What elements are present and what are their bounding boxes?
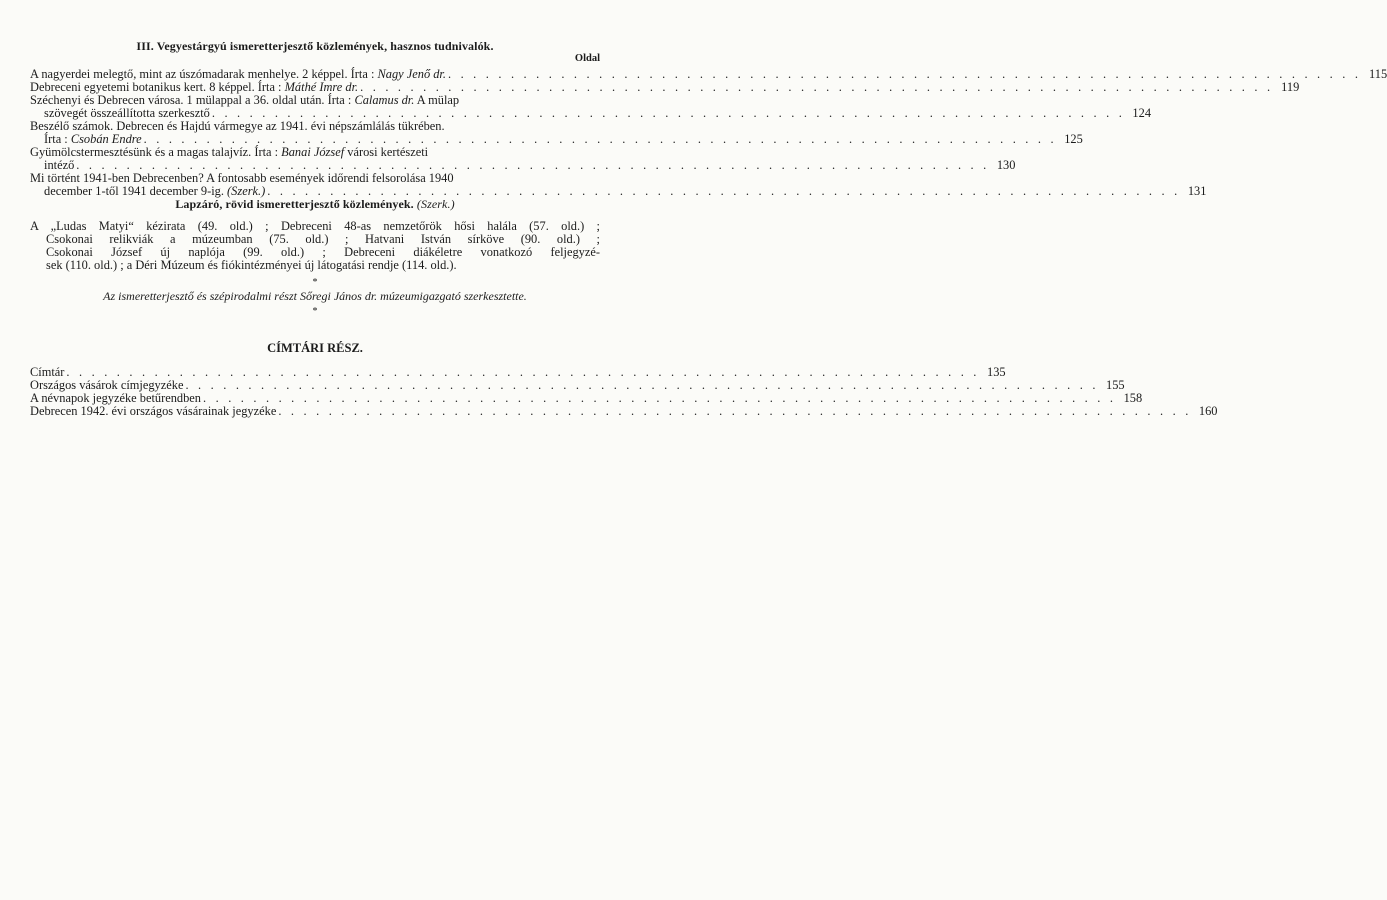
page-column-header: Oldal xyxy=(574,53,600,64)
entry-author: Nagy Jenő dr. xyxy=(377,67,446,81)
entry-text: Országos vásárok címjegyzéke xyxy=(30,378,184,392)
dot-leader: . . . . . . . . . . . . . . . . . . . . . . . . . . . . . . . . . . . . . . . . . . . . . . . . . . . . . . . . . . . . . . . . . . . . . . . . . xyxy=(447,67,1362,81)
dot-leader: . . . . . . . . . . . . . . . . . . . . . . . . . . . . . . . . . . . . . . . . . . . . . . . . . . . . . . . . . . . . . . . . . . . . . . . . . xyxy=(267,184,1181,198)
toc-entry xyxy=(30,404,1218,418)
lapzaro-line: Csokonai relikviák a múzeumban (75. old.) ; Hatvani István sírköve (90. old.) ; xyxy=(46,232,600,246)
dot-leader: . . . . . . . . . . . . . . . . . . . . . . . . . . . . . . . . . . . . . . . . . . . . . . . . . . . . . . . . . . . . . . . . . . . . . . . . . xyxy=(66,365,980,379)
lapzaro-line: Csokonai József új naplója (99. old.) ; Debreceni diákéletre vonatkozó feljegyzé- xyxy=(46,245,600,259)
dot-leader: . . . . . . . . . . . . . . . . . . . . . . . . . . . . . . . . . . . . . . . . . . . . . . . . . . . . . . . . . . . . . . . . . . . . . . . . . xyxy=(360,80,1274,94)
cimtar-title: CÍMTÁRI RÉSZ. xyxy=(267,341,363,355)
lapzaro-line: A „Ludas Matyi“ kézirata (49. old.) ; Debreceni 48-as nemzetőrök hősi halála (57. old.) ; xyxy=(30,219,600,233)
entry-page: 125 xyxy=(1064,132,1083,146)
section-3-list xyxy=(30,67,1387,198)
editor-credit: Az ismeretterjesztő és szépirodalmi részt Sőregi János dr. múzeumigazgató szerkesztette. xyxy=(103,289,527,303)
entry-page: 130 xyxy=(996,158,1016,172)
lapzaro-title: Lapzáró, rövid ismeretterjesztő közlemények. (Szerk.) xyxy=(175,197,455,211)
entry-text: Írta : xyxy=(44,132,71,146)
entry-first-line: Gyümölcstermesztésünk és a magas talajvíz. Írta : Banai József városi kertészeti xyxy=(30,145,429,159)
entry-page: 131 xyxy=(1187,184,1207,198)
entry-text: Debreceni egyetemi botanikus kert. 8 képpel. Írta : xyxy=(30,80,285,94)
entry-text: december 1-től 1941 december 9-ig. xyxy=(44,184,228,198)
entry-page: 158 xyxy=(1123,391,1143,405)
entry-text: intéző xyxy=(44,158,75,172)
entry-text: Címtár xyxy=(30,365,65,379)
entry-author: Máthé Imre dr. xyxy=(284,80,359,94)
entry-first-line: Széchenyi és Debrecen városa. 1 mülappal a 36. oldal után. Írta : Calamus dr. A mülap xyxy=(30,93,460,107)
dot-leader: . . . . . . . . . . . . . . . . . . . . . . . . . . . . . . . . . . . . . . . . . . . . . . . . . . . . . . . . . . . . . . . . . . . . . . . . . xyxy=(211,106,1126,120)
entry-page: 119 xyxy=(1281,80,1300,94)
separator-star: * xyxy=(312,306,318,317)
separator-star: * xyxy=(312,277,318,288)
entry-text: Debrecen 1942. évi országos vásárainak jegyzéke xyxy=(30,404,277,418)
entry-first-line: Beszélő számok. Debrecen és Hajdú vármegye az 1941. évi népszámlálás tükrében. xyxy=(30,119,445,133)
dot-leader: . . . . . . . . . . . . . . . . . . . . . . . . . . . . . . . . . . . . . . . . . . . . . . . . . . . . . . . . . . . . . . . . . . . . . . . . . xyxy=(185,378,1099,392)
entry-text: A névnapok jegyzéke betűrendben xyxy=(30,391,201,405)
entry-page: 160 xyxy=(1198,404,1218,418)
cimtar-list xyxy=(30,365,1218,418)
entry-author: Csobán Endre xyxy=(70,132,142,146)
dot-leader: . . . . . . . . . . . . . . . . . . . . . . . . . . . . . . . . . . . . . . . . . . . . . . . . . . . . . . . . . . . . . . . . . . . . . . . . . xyxy=(76,158,990,172)
entry-page: 155 xyxy=(1106,378,1125,392)
entry-page: 115 xyxy=(1369,67,1387,81)
entry-text: A nagyerdei melegtő, mint az úszómadarak menhelye. 2 képpel. Írta : xyxy=(30,67,378,81)
dot-leader: . . . . . . . . . . . . . . . . . . . . . . . . . . . . . . . . . . . . . . . . . . . . . . . . . . . . . . . . . . . . . . . . . . . . . . . . . xyxy=(278,404,1192,418)
dot-leader: . . . . . . . . . . . . . . . . . . . . . . . . . . . . . . . . . . . . . . . . . . . . . . . . . . . . . . . . . . . . . . . . . . . . . . . . . xyxy=(203,391,1117,405)
lapzaro-text xyxy=(30,220,600,272)
lapzaro-line: sek (110. old.) ; a Déri Múzeum és fiókintézményei új látogatási rendje (114. old.). xyxy=(46,258,457,272)
entry-page: 124 xyxy=(1132,106,1152,120)
entry-author: (Szerk.) xyxy=(227,184,266,198)
entry-page: 135 xyxy=(987,365,1006,379)
section-3-title: III. Vegyestárgyú ismeretterjesztő közlemények, hasznos tudnivalók. xyxy=(136,39,494,53)
lapzaro-author: (Szerk.) xyxy=(416,197,455,211)
entry-text: szövegét összeállította szerkesztő xyxy=(44,106,210,120)
dot-leader: . . . . . . . . . . . . . . . . . . . . . . . . . . . . . . . . . . . . . . . . . . . . . . . . . . . . . . . . . . . . . . . . . . . . . . . . . xyxy=(143,132,1057,146)
entry-first-line: Mi történt 1941-ben Debrecenben? A fontosabb események időrendi felsorolása 1940 xyxy=(30,171,454,185)
